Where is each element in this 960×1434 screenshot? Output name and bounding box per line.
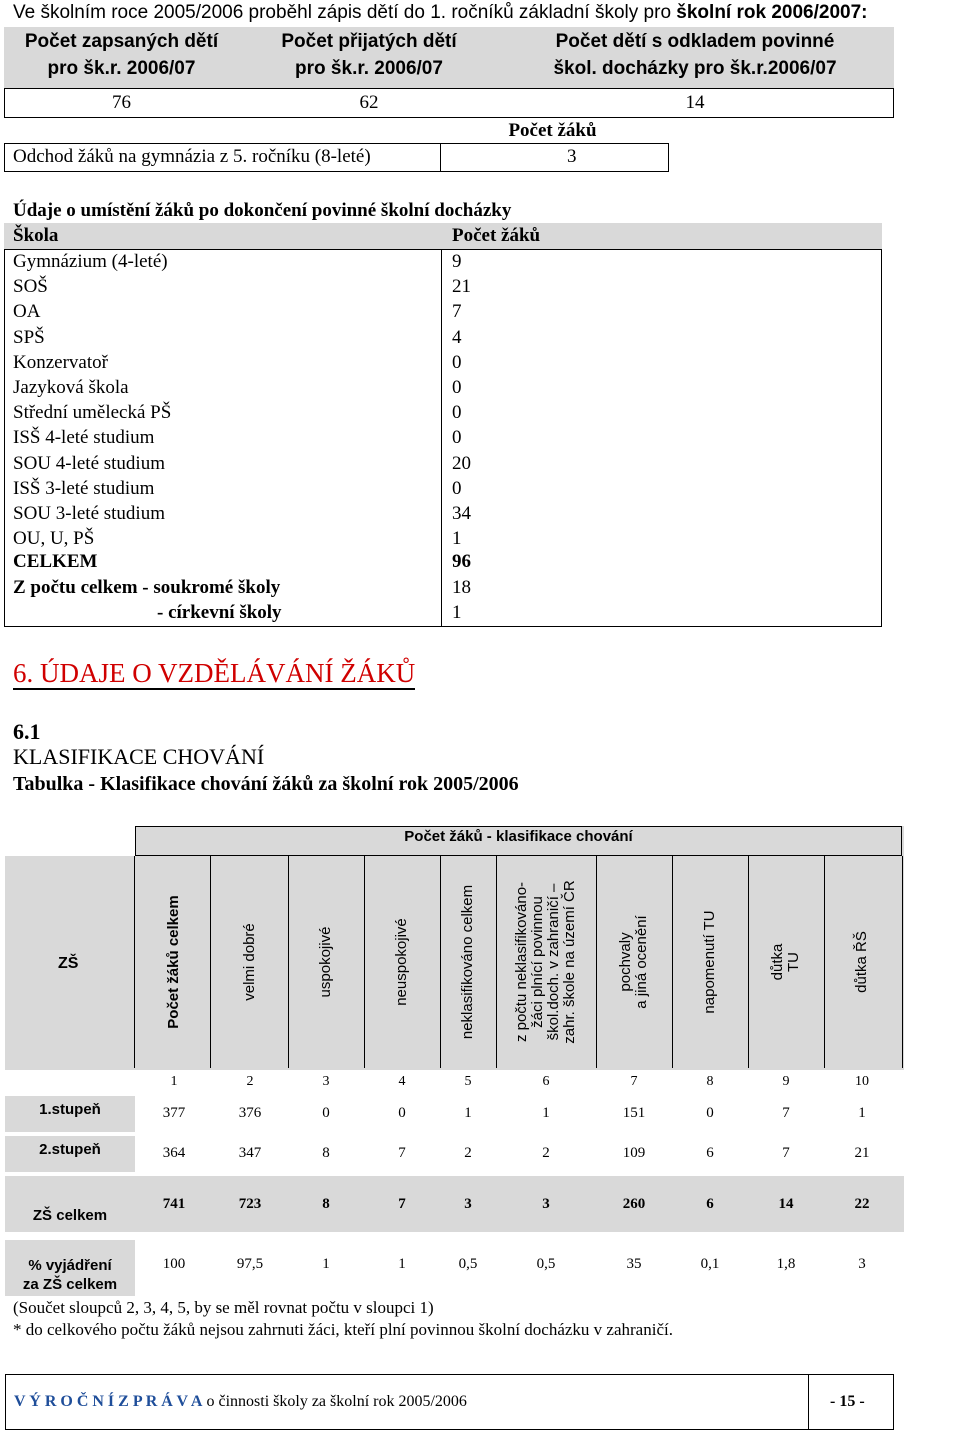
behavior-cell: 100 (162, 1256, 186, 1272)
behavior-row-label-line: % vyjádření (28, 1257, 112, 1274)
behavior-cell: 3 (858, 1256, 866, 1272)
behavior-col-header-line: škol.doch. v zahraničí – (545, 883, 562, 1041)
placement-col-school: Škola (13, 225, 59, 246)
enrolled-header-line1: Počet zapsaných dětí (24, 31, 219, 52)
placement-row-school: SOU 4-leté studium (13, 452, 165, 474)
enrolled-header-line2: pro šk.r. 2006/07 (47, 58, 196, 79)
behavior-cell: 21 (854, 1145, 870, 1161)
behavior-col-number: 1 (170, 1074, 178, 1089)
placement-private-value: 18 (452, 577, 471, 598)
enrolled-value: 76 (112, 92, 131, 113)
placement-row-school: ISŠ 4-leté studium (13, 427, 155, 449)
behavior-cell: 260 (622, 1196, 646, 1212)
behavior-col-header (318, 927, 334, 998)
behavior-cell: 3 (464, 1196, 472, 1212)
behavior-cell: 364 (162, 1145, 186, 1161)
placement-row-count: 34 (452, 503, 471, 524)
behavior-note-abroad: * do celkového počtu žáků nejsou zahrnuti žáci, kteří plní povinnou školní docházku v zahraničí. (13, 1320, 673, 1339)
behavior-group-header-label: Počet žáků - klasifikace chování (404, 828, 633, 845)
placement-row-school: SOU 3-leté studium (13, 503, 165, 524)
behavior-col-number: 9 (782, 1074, 790, 1089)
behavior-col-header (618, 915, 650, 1008)
behavior-col-header-line: TU (785, 952, 802, 973)
behavior-cell: 7 (782, 1105, 790, 1121)
deferred-value: 14 (685, 92, 705, 113)
placement-total-label: CELKEM (13, 551, 98, 572)
behavior-col-number: 5 (464, 1074, 472, 1089)
behavior-cell: 377 (162, 1105, 186, 1121)
placement-church-label: - církevní školy (157, 602, 282, 623)
behavior-cell: 723 (238, 1196, 262, 1212)
behavior-row-label (5, 1140, 135, 1159)
section-heading: 6. ÚDAJE O VZDĚLÁVÁNÍ ŽÁKŮ (13, 658, 416, 688)
behavior-col-header (770, 944, 802, 981)
behavior-col-header-line: z počtu neklasifikováno- (513, 881, 530, 1043)
behavior-col-number: 8 (706, 1074, 714, 1089)
accepted-header (244, 28, 494, 82)
behavior-col-number: 3 (322, 1074, 330, 1089)
gymnasium-header: Počet žáků (508, 120, 597, 141)
behavior-row-label (5, 1100, 135, 1119)
behavior-cell: 0,5 (536, 1256, 556, 1272)
behavior-col-header-line: žáci plnící povinnou (529, 896, 546, 1028)
behavior-cell: 376 (238, 1105, 262, 1121)
behavior-cell: 6 (706, 1145, 714, 1161)
placement-row-school: Gymnázium (4-leté) (13, 251, 168, 272)
placement-row-school: OA (13, 301, 41, 323)
behavior-cell: 1 (858, 1105, 866, 1121)
behavior-row-label (5, 1206, 135, 1225)
behavior-col-header (514, 880, 578, 1043)
behavior-cell: 2 (464, 1145, 472, 1161)
placement-row-count: 0 (452, 477, 462, 499)
accepted-value: 62 (359, 92, 379, 113)
behavior-cell: 3 (542, 1196, 550, 1212)
behavior-cell: 7 (398, 1196, 406, 1212)
placement-private-label: Z počtu celkem - soukromé školy (13, 577, 281, 598)
behavior-cell: 22 (854, 1196, 870, 1212)
behavior-cell: 7 (782, 1145, 790, 1161)
behavior-cell: 1 (322, 1256, 330, 1272)
placement-row-school: ISŠ 3-leté studium (13, 477, 155, 499)
behavior-cell: 0 (322, 1105, 330, 1121)
behavior-cell: 109 (622, 1145, 646, 1161)
placement-row-school: Střední umělecká PŠ (13, 402, 172, 424)
behavior-col-header-line: Počet žáků celkem (165, 895, 182, 1029)
behavior-col-header-line: uspokojivé (317, 926, 334, 998)
placement-total-value: 96 (452, 551, 471, 572)
behavior-cell: 1 (542, 1105, 550, 1121)
behavior-row-label-line: ZŠ celkem (32, 1207, 108, 1224)
accepted-header-line1: Počet přijatých dětí (281, 31, 457, 52)
behavior-col-number: 4 (398, 1074, 406, 1089)
behavior-table-caption: Tabulka - Klasifikace chování žáků za školní rok 2005/2006 (13, 773, 519, 795)
behavior-cell: 0,5 (458, 1256, 478, 1272)
behavior-cell: 2 (542, 1145, 550, 1161)
placement-row-count: 0 (452, 377, 462, 398)
behavior-row-label (5, 1256, 135, 1294)
placement-row-count: 7 (452, 301, 462, 323)
placement-title: Údaje o umístění žáků po dokončení povinné školní docházky (13, 200, 512, 221)
placement-row-count: 0 (452, 402, 462, 424)
enrolled-header (4, 28, 239, 82)
intro-text: Ve školním roce 2005/2006 proběhl zápis dětí do 1. ročníků základní školy pro (13, 2, 677, 23)
deferred-header-line2: škol. docházky pro šk.r.2006/07 (553, 58, 837, 79)
behavior-row-label-line: 1.stupeň (39, 1101, 101, 1118)
intro-line (13, 2, 867, 24)
behavior-col-number: 10 (855, 1074, 869, 1089)
behavior-row-label-line: za ZŠ celkem (22, 1276, 118, 1293)
placement-col-count: Počet žáků (452, 225, 541, 246)
behavior-col-number: 2 (246, 1074, 254, 1089)
behavior-col-number: 7 (630, 1074, 638, 1089)
behavior-cell: 347 (238, 1145, 262, 1161)
placement-row-count: 4 (452, 326, 462, 348)
placement-row-school: SPŠ (13, 326, 45, 348)
placement-header-row (4, 223, 882, 249)
behavior-col-header-line: napomenutí TU (701, 910, 718, 1014)
behavior-cell: 35 (626, 1256, 642, 1272)
placement-row-count: 21 (452, 276, 471, 298)
footer-rest: o činnosti školy za školní rok 2005/2006 (202, 1393, 467, 1410)
behavior-col-header-line: velmi dobré (241, 923, 258, 1001)
behavior-cell: 7 (398, 1145, 406, 1161)
behavior-zs-label: ZŠ (58, 955, 79, 972)
behavior-col-header-line: neuspokojivé (393, 918, 410, 1006)
behavior-col-header (460, 885, 476, 1039)
behavior-cell: 6 (706, 1196, 714, 1212)
placement-row-school: SOŠ (13, 276, 48, 298)
placement-row-count: 20 (452, 452, 471, 474)
behavior-col-header-line: pochvaly (617, 932, 634, 992)
behavior-cell: 0,1 (700, 1256, 720, 1272)
behavior-cell: 14 (778, 1196, 794, 1212)
behavior-cell: 0 (398, 1105, 406, 1121)
behavior-cell: 1,8 (776, 1256, 796, 1272)
placement-row-count: 0 (452, 351, 462, 373)
behavior-col-header-line: důtka ŘŠ (853, 931, 870, 993)
behavior-col-header-line: a jiná ocenění (633, 915, 650, 1009)
accepted-header-line2: pro šk.r. 2006/07 (295, 58, 443, 79)
behavior-col-header (166, 895, 182, 1028)
behavior-col-header (394, 918, 410, 1006)
behavior-cell: 1 (464, 1105, 472, 1121)
placement-row-count: 0 (452, 427, 462, 449)
placement-row-count: 9 (452, 251, 462, 272)
subsection-title: KLASIFIKACE CHOVÁNÍ (13, 744, 265, 769)
behavior-note-sum: (Součet sloupců 2, 3, 4, 5, by se měl rovnat počtu v sloupci 1) (13, 1298, 434, 1317)
placement-church-value: 1 (452, 602, 462, 623)
behavior-row-label-line: 2.stupeň (39, 1141, 101, 1158)
behavior-col-number: 6 (542, 1074, 550, 1089)
footer-page-number: - 15 - (830, 1393, 865, 1410)
behavior-cell: 8 (322, 1145, 330, 1161)
behavior-col-header (854, 931, 870, 993)
behavior-col-header-line: neklasifikováno celkem (459, 884, 476, 1040)
footer-title (14, 1393, 467, 1411)
behavior-cell: 8 (322, 1196, 330, 1212)
placement-row-school: OU, U, PŠ (13, 528, 95, 550)
gymnasium-value: 3 (567, 146, 577, 167)
footer-spaced: V Ý R O Č N Í Z P R Á V A (14, 1393, 203, 1410)
behavior-col-header-line: zahr. škole na území ČR (561, 880, 578, 1044)
behavior-cell: 97,5 (236, 1256, 264, 1272)
gymnasium-label: Odchod žáků na gymnázia z 5. ročníku (8-leté) (13, 146, 371, 167)
placement-row-school: Konzervatoř (13, 351, 108, 373)
behavior-cell: 151 (622, 1105, 646, 1121)
behavior-cell: 741 (162, 1196, 186, 1212)
deferred-header (500, 28, 890, 82)
placement-row-count: 1 (452, 528, 462, 550)
subsection-number: 6.1 (13, 719, 41, 744)
placement-row-school: Jazyková škola (13, 377, 129, 398)
intro-school-year: školní rok 2006/2007: (676, 2, 868, 23)
behavior-col-header (242, 923, 258, 1001)
behavior-col-header (702, 910, 718, 1013)
behavior-col-header-line: důtka (769, 943, 786, 981)
deferred-header-line1: Počet dětí s odkladem povinné (555, 31, 835, 52)
behavior-cell: 0 (706, 1105, 714, 1121)
behavior-cell: 1 (398, 1256, 406, 1272)
